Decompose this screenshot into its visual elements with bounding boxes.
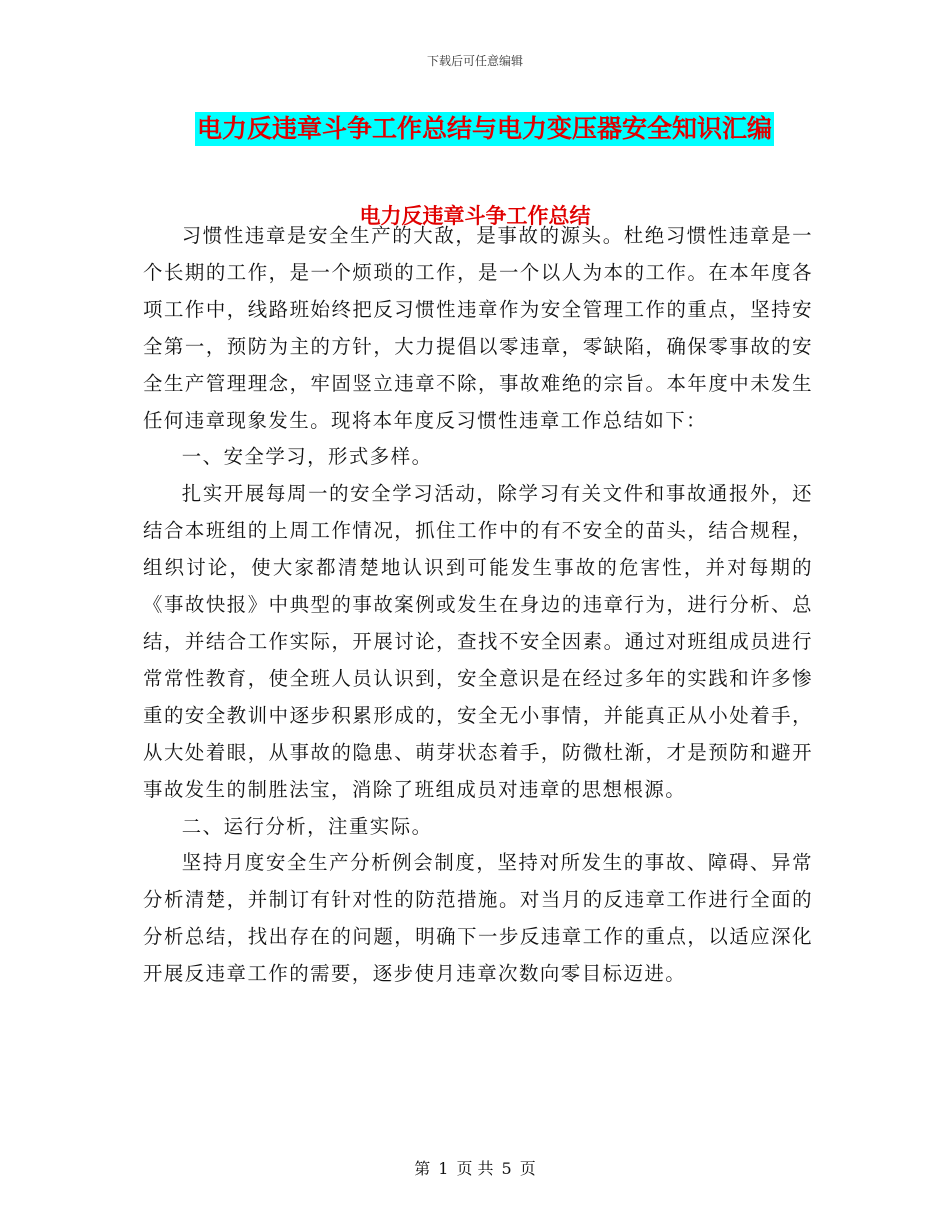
paragraph-operation-analysis: 坚持月度安全生产分析例会制度，坚持对所发生的事故、障碍、异常分析清楚，并制订有针对性的防范措施。对当月的反违章工作进行全面的分析总结，找出存在的问题，明确下一步反违章工作的重点，以适应深化开展反违章工作的需要，逐步使月违章次数向零目标迈进。 — [143, 851, 813, 986]
document-title: 电力反违章斗争工作总结与电力变压器安全知识汇编 — [195, 112, 774, 146]
paragraph-intro: 习惯性违章是安全生产的大敌，是事故的源头。杜绝习惯性违章是一个长期的工作，是一个烦琐的工作，是一个以人为本的工作。在本年度各项工作中，线路班始终把反习惯性违章作为安全管理工作的重点，坚持安全第一，预防为主的方针，大力提倡以零违章，零缺陷，确保零事故的安全生产管理理念，牢固竖立违章不除，事故难绝的宗旨。本年度中未发生任何违章现象发生。现将本年度反习惯性违章工作总结如下： — [143, 224, 813, 432]
section-title: 电力反违章斗争工作总结 — [359, 203, 591, 228]
total-pages: 5 — [501, 1159, 512, 1178]
page-number: 1 — [438, 1159, 449, 1178]
page-footer — [0, 1156, 950, 1179]
header-note: 下载后可任意编辑 — [426, 54, 523, 68]
footer-prefix: 第 — [414, 1159, 431, 1178]
paragraph-safety-study: 扎实开展每周一的安全学习活动，除学习有关文件和事故通报外，还结合本班组的上周工作情况，抓住工作中的有不安全的苗头，结合规程，组织讨论，使大家都清楚地认识到可能发生事故的危害性，并对每期的《事故快报》中典型的事故案例或发生在身边的违章行为，进行分析、总结，并结合工作实际，开展讨论，查找不安全因素。通过对班组成员进行常常性教育，使全班人员认识到，安全意识是在经过多年的实践和许多惨重的安全教训中逐步积累形成的，安全无小事情，并能真正从小处着手，从大处着眼，从事故的隐患、萌芽状态着手，防微杜渐，才是预防和避开事故发生的制胜法宝，消除了班组成员对违章的思想根源。 — [143, 482, 813, 801]
heading-safety-study: 一、安全学习，形式多样。 — [181, 445, 433, 469]
footer-middle: 页 共 — [456, 1159, 494, 1178]
document-body — [143, 218, 813, 993]
footer-suffix: 页 — [519, 1159, 536, 1178]
heading-operation-analysis: 二、运行分析，注重实际。 — [181, 814, 433, 838]
